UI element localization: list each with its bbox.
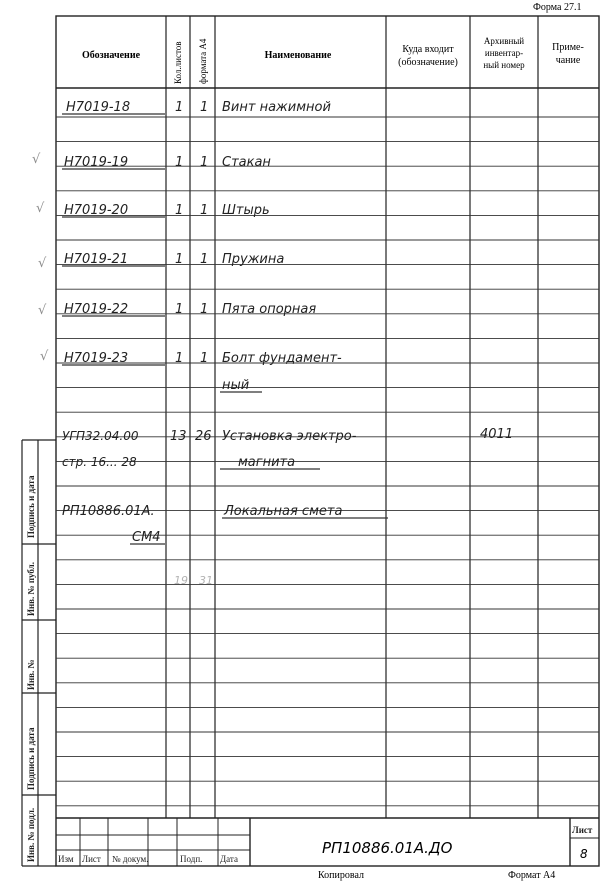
side-label-signature-date-2: Подпись и дата: [26, 727, 36, 790]
table-row-lines: [56, 114, 599, 806]
check-mark-icon: √: [32, 152, 41, 167]
row-6-a4: 1: [200, 351, 209, 366]
row-5-sheets: 1: [175, 302, 184, 317]
side-label-inventory: Инв. №: [26, 659, 36, 690]
row-2-a4: 1: [200, 155, 209, 170]
header-where-used-2: (обозначение): [398, 57, 458, 68]
row-6-designation: Н7019-23: [64, 351, 129, 366]
row-5-name: Пята опорная: [222, 302, 317, 317]
row-8-designation: РП10886.01А.: [62, 504, 155, 519]
row-2-designation: Н7019-19: [64, 155, 129, 170]
row-4-sheets: 1: [175, 252, 184, 267]
side-label-original-inventory: Инв. № подл.: [26, 807, 36, 862]
row-6-sheets: 1: [175, 351, 184, 366]
row-6-name-cont: ный: [222, 378, 250, 393]
faint-total-sheets: 19: [174, 574, 188, 587]
header-designation: Обозначение: [81, 50, 141, 61]
row-4-designation: Н7019-21: [64, 252, 129, 267]
document-code: РП10886.01А.ДО: [322, 839, 453, 857]
header-archive-2: инвентар-: [484, 48, 524, 58]
row-7-name: Установка электро-: [222, 429, 357, 444]
header-archive-3: ный номер: [483, 60, 525, 70]
row-1-sheets: 1: [175, 100, 184, 115]
title-change: Изм: [58, 854, 74, 864]
header-a4-format: формата А4: [198, 38, 208, 84]
row-1-designation: Н7019-18: [66, 100, 131, 115]
header-note-2: чание: [555, 55, 581, 66]
title-sheet-number: 8: [580, 847, 588, 861]
title-sheet: Лист: [82, 854, 101, 864]
row-7-designation-cont: стр. 16... 28: [62, 455, 137, 469]
check-mark-icon: √: [38, 256, 47, 271]
header-archive-1: Архивный: [483, 36, 525, 46]
title-doc-no: № докум.: [112, 854, 149, 864]
side-label-dup-inventory: Инв. № публ.: [26, 562, 36, 616]
row-2-name: Стакан: [222, 155, 271, 170]
row-7-archive: 4011: [480, 427, 514, 442]
title-signature: Подп.: [180, 854, 203, 864]
row-3-name: Штырь: [222, 203, 270, 218]
row-3-designation: Н7019-20: [64, 203, 129, 218]
row-7-name-cont: магнита: [238, 455, 296, 470]
row-4-name: Пружина: [222, 252, 285, 267]
row-1-name: Винт нажимной: [222, 100, 331, 115]
row-3-a4: 1: [200, 203, 209, 218]
title-date: Дата: [220, 854, 238, 864]
footer-copied: Копировал: [318, 870, 364, 881]
header-sheet-count: Кол.листов: [173, 41, 183, 84]
row-7-sheets: 13: [170, 429, 187, 444]
row-7-designation: УГП32.04.00: [62, 429, 139, 443]
form-label: Форма 27.1: [533, 2, 582, 13]
row-3-sheets: 1: [175, 203, 184, 218]
row-5-designation: Н7019-22: [64, 302, 129, 317]
title-sheet-label: Лист: [572, 825, 593, 835]
faint-total-a4: 31: [199, 574, 213, 587]
header-name: Наименование: [264, 50, 332, 61]
row-2-sheets: 1: [175, 155, 184, 170]
row-8-designation-cont: СМ4: [132, 530, 161, 545]
row-4-a4: 1: [200, 252, 209, 267]
row-8-name: Локальная смета: [224, 504, 343, 519]
row-6-name: Болт фундамент-: [222, 351, 342, 366]
footer-format: Формат А4: [508, 870, 556, 881]
check-mark-icon: √: [36, 201, 45, 216]
side-label-signature-date-1: Подпись и дата: [26, 475, 36, 538]
row-5-a4: 1: [200, 302, 209, 317]
row-7-a4: 26: [195, 429, 212, 444]
check-mark-icon: √: [38, 303, 47, 318]
header-where-used-1: Куда входит: [402, 44, 454, 55]
check-mark-icon: √: [40, 349, 49, 364]
row-1-a4: 1: [200, 100, 209, 115]
header-note-1: Приме-: [552, 42, 584, 53]
